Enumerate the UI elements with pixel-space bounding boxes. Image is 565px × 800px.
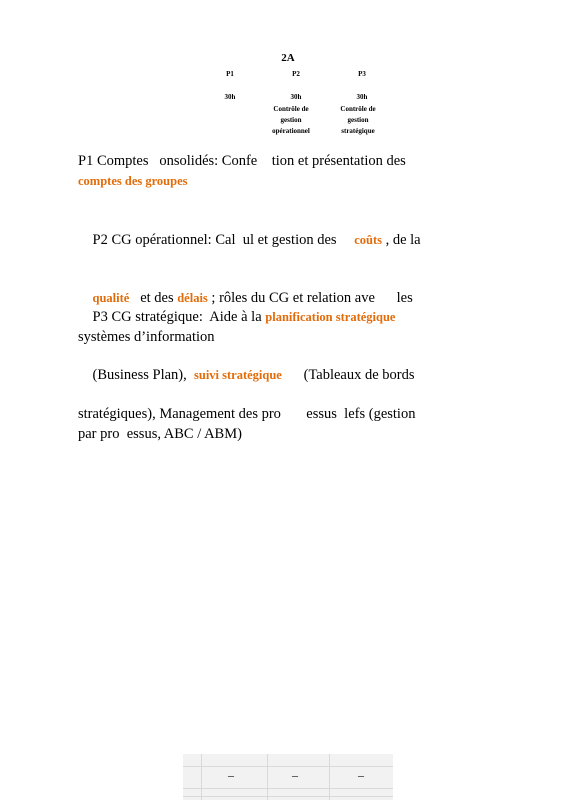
paragraph-text: (Tableaux de bords [281, 367, 415, 383]
paragraph-text: (Business Plan), [92, 367, 194, 383]
highlight-term: planification stratégique [265, 309, 396, 324]
column-code-p1: P1 [226, 70, 234, 78]
paragraph-text: , de la [381, 231, 421, 248]
paragraph-text: et des [129, 290, 178, 306]
table-divider [183, 796, 393, 797]
paragraph-line: par pro essus, ABC / ABM) [78, 425, 242, 442]
column-hours-p3: 30h [356, 93, 368, 101]
paragraph-line: P1 Comptes onsolidés: Confe tion et présentation des [78, 153, 406, 169]
column-hours-p2: 30h [290, 93, 302, 101]
column-desc-p2 [261, 104, 321, 137]
table-divider [201, 754, 202, 800]
column-desc-line: Contrôle de [340, 105, 376, 113]
highlight-term: qualité [92, 291, 130, 305]
highlight-term: suivi stratégique [194, 368, 282, 382]
paragraph-p3 [78, 288, 433, 444]
column-desc-line: opérationnel [272, 127, 310, 135]
table-divider [183, 766, 393, 767]
column-desc-line: gestion [280, 116, 302, 124]
table-divider [329, 754, 330, 800]
paragraph-text: P3 CG stratégique: Aide à la [92, 308, 266, 325]
column-hours-p1: 30h [224, 93, 236, 101]
table-cell: – [358, 768, 364, 782]
column-code-p2: P2 [292, 70, 300, 78]
header-title: 2A [281, 52, 295, 64]
highlight-term: délais [177, 291, 208, 305]
highlight-term: coûts [354, 232, 382, 247]
footer-table [183, 754, 393, 800]
table-divider [267, 754, 268, 800]
paragraph-text: P2 CG opérationnel: Cal ul et gestion des [92, 231, 341, 248]
table-divider [183, 788, 393, 789]
column-code-p3: P3 [358, 70, 366, 78]
paragraph-p1 [78, 152, 433, 191]
column-desc-line: stratégique [341, 127, 375, 135]
paragraph-text: ; rôles du CG et relation ave les [207, 290, 413, 306]
column-desc-line: gestion [347, 116, 369, 124]
column-desc-p3 [328, 104, 388, 137]
table-cell: – [228, 768, 234, 782]
table-cell: – [292, 768, 298, 782]
paragraph-line: systèmes d’information [78, 329, 215, 345]
paragraph-line: stratégiques), Management des pro essus lefs (gestion [78, 406, 416, 422]
column-desc-line: Contrôle de [273, 105, 309, 113]
highlight-term: comptes des groupes [78, 173, 188, 188]
